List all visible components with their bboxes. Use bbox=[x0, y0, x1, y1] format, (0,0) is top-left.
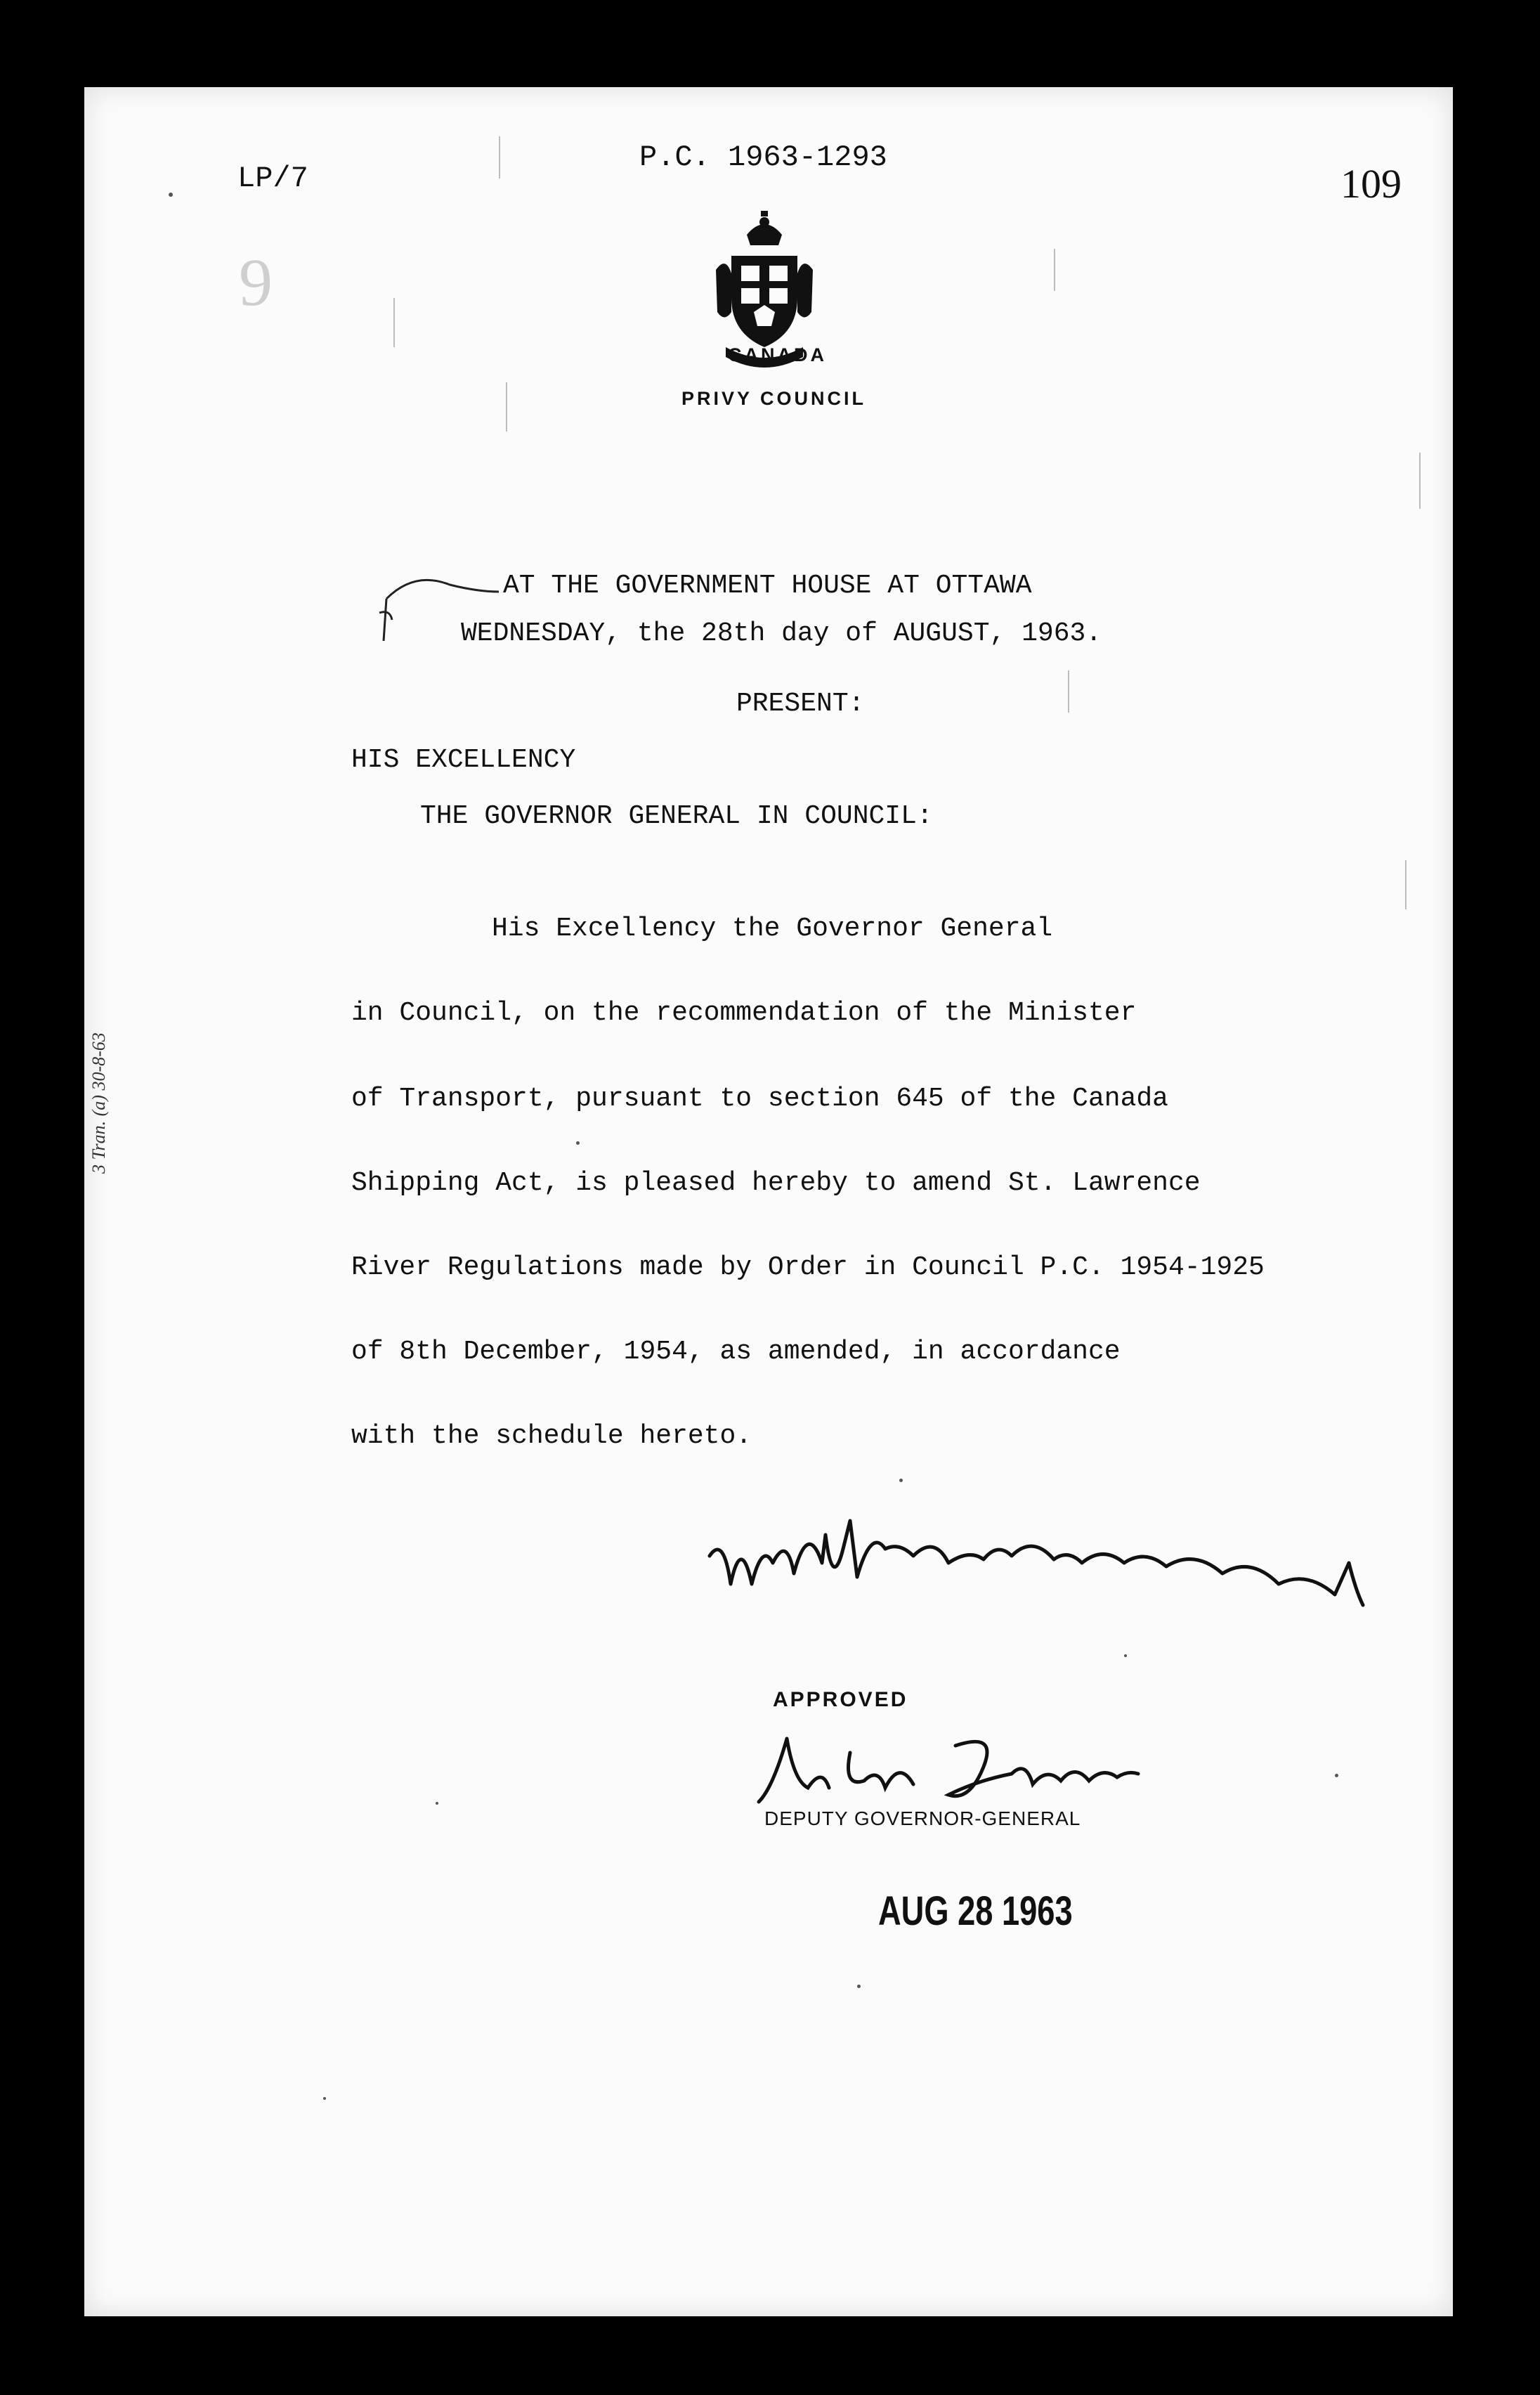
margin-annotation: 3 Tran. (a) 30-8-63 bbox=[89, 1032, 109, 1174]
file-code: LP/7 bbox=[237, 162, 308, 195]
body-line: of Transport, pursuant to section 645 of the Canada bbox=[351, 1084, 1168, 1114]
canada-crest-icon bbox=[712, 207, 817, 417]
pencil-mark: 9 bbox=[239, 245, 273, 320]
date-stamp: AUG 28 1963 bbox=[878, 1888, 1073, 1934]
present-heading: PRESENT: bbox=[736, 689, 865, 719]
deputy-signature-icon bbox=[745, 1725, 1236, 1809]
body-line: with the schedule hereto. bbox=[351, 1421, 752, 1451]
location-line: AT THE GOVERNMENT HOUSE AT OTTAWA bbox=[503, 571, 1032, 601]
governor-council-line: THE GOVERNOR GENERAL IN COUNCIL: bbox=[420, 801, 933, 831]
document-page bbox=[84, 87, 1453, 2316]
body-line: River Regulations made by Order in Council P.C. 1954-1925 bbox=[351, 1252, 1265, 1283]
privy-council-label: PRIVY COUNCIL bbox=[681, 388, 867, 409]
folio-number: 109 bbox=[1340, 161, 1402, 207]
excellency-line: HIS EXCELLENCY bbox=[351, 745, 576, 775]
body-line: in Council, on the recommendation of the Minister bbox=[351, 998, 1137, 1028]
body-line: Shipping Act, is pleased hereby to amend St. Lawrence bbox=[351, 1168, 1201, 1198]
deputy-governor-label: DEPUTY GOVERNOR-GENERAL bbox=[764, 1807, 1081, 1829]
crest-caption: CANADA bbox=[728, 344, 827, 365]
minister-signature-icon bbox=[703, 1507, 1426, 1633]
body-line: His Excellency the Governor General bbox=[492, 914, 1053, 944]
order-number: P.C. 1963-1293 bbox=[639, 141, 887, 174]
approved-label: APPROVED bbox=[773, 1688, 908, 1711]
body-line: of 8th December, 1954, as amended, in accordance bbox=[351, 1337, 1121, 1367]
date-line: WEDNESDAY, the 28th day of AUGUST, 1963. bbox=[461, 618, 1102, 649]
